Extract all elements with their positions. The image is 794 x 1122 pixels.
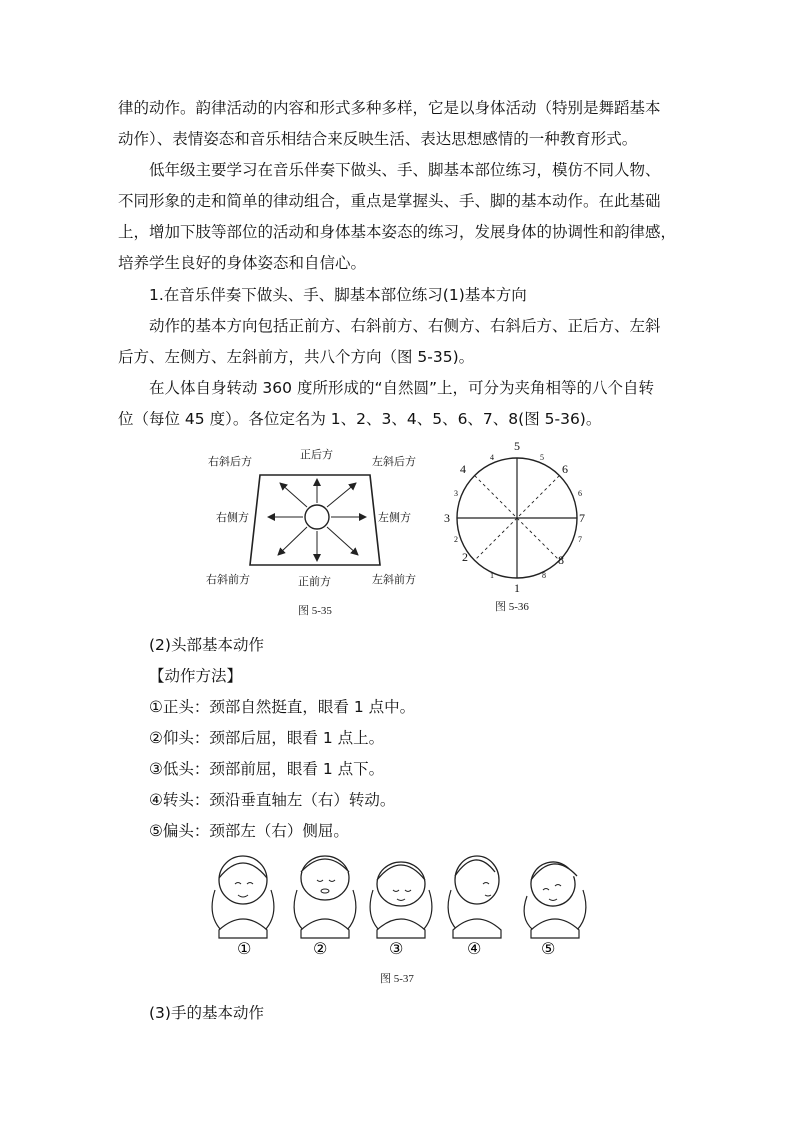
paragraph-5-line-2: 位（每位 45 度）。各位定名为 1、2、3、4、5、6、7、8(图 5-36)。 [118,410,602,428]
girl-5-illustration [524,857,586,938]
paragraph-3-heading: 1.在音乐伴奏下做头、手、脚基本部位练习(1)基本方向 [149,286,527,304]
label-left-back: 左斜后方 [372,455,416,468]
paragraph-2-line-2: 不同形象的走和简单的律动组合，重点是掌握头、手、脚的基本动作。在此基础 [118,192,661,210]
method-1: ①正头：颈部自然挺直，眼看 1 点中。 [149,698,416,716]
method-title: 【动作方法】 [149,667,243,685]
paragraph-1-line-2: 动作）、表情姿态和音乐相结合来反映生活、表达思想感情的一种教育形式。 [118,130,638,148]
label-right-front: 右斜前方 [206,573,250,586]
paragraph-4-line-2: 后方、左侧方、左斜前方，共八个方向（图 5-35)。 [118,348,475,366]
method-5: ⑤偏头：颈部左（右）侧屈。 [149,822,349,840]
paragraph-1-line-1: 律的动作。韵律活动的内容和形式多种多样，它是以身体活动（特别是舞蹈基本 [118,99,661,117]
center-circle [305,505,329,529]
label-front: 正前方 [298,575,331,588]
section-hand-movements: (3)手的基本动作 [149,1004,264,1022]
method-2: ②仰头：颈部后屈，眼看 1 点上。 [149,729,385,747]
marker-5: ⑤ [541,939,556,958]
position-8: 8 [558,553,564,567]
method-4: ④转头：颈沿垂直轴左（右）转动。 [149,791,396,809]
intermediate-2: 2 [454,535,458,544]
label-right-side: 右侧方 [216,511,249,524]
section-head-movements: (2)头部基本动作 [149,636,264,654]
label-back: 正后方 [300,448,333,461]
figure-5-37-caption: 图 5-37 [380,973,414,985]
marker-2: ② [313,939,328,958]
marker-1: ① [237,939,252,958]
figure-5-36 [440,438,600,598]
marker-4: ④ [467,939,482,958]
label-right-back: 右斜后方 [208,455,252,468]
girl-3-illustration [370,862,432,938]
figure-5-37 [205,850,585,965]
position-6: 6 [562,462,568,476]
position-5: 5 [514,439,520,453]
label-left-front: 左斜前方 [372,573,416,586]
label-left-side: 左侧方 [378,511,411,524]
position-7: 7 [579,511,585,525]
intermediate-4: 4 [490,453,494,462]
girl-4-illustration [448,856,501,938]
position-1: 1 [514,581,520,595]
arrow-right-back [280,483,307,507]
girl-1-illustration [212,856,274,938]
paragraph-4-line-1: 动作的基本方向包括正前方、右斜前方、右侧方、右斜后方、正后方、左斜 [149,317,661,335]
method-3: ③低头：颈部前屈，眼看 1 点下。 [149,760,385,778]
paragraph-2-line-4: 培养学生良好的身体姿态和自信心。 [118,254,367,272]
paragraph-5-line-1: 在人体自身转动 360 度所形成的“自然圆”上，可分为夹角相等的八个自转 [149,379,655,397]
intermediate-1: 1 [490,571,494,580]
arrow-left-back [327,483,356,507]
figure-5-35-caption: 图 5-35 [298,605,332,617]
intermediate-3: 3 [454,489,458,498]
position-2: 2 [462,550,468,564]
intermediate-8: 8 [542,571,546,580]
intermediate-5: 5 [540,453,544,462]
paragraph-2-line-1: 低年级主要学习在音乐伴奏下做头、手、脚基本部位练习，模仿不同人物、 [149,161,661,179]
girl-2-illustration [294,856,356,938]
intermediate-6: 6 [578,489,582,498]
position-3: 3 [444,511,450,525]
figure-5-35 [200,445,420,595]
arrow-left-front [327,527,358,555]
figure-5-36-caption: 图 5-36 [495,601,529,613]
marker-3: ③ [389,939,404,958]
paragraph-2-line-3: 上，增加下肢等部位的活动和身体基本姿态的练习，发展身体的协调性和韵律感， [118,223,677,241]
intermediate-7: 7 [578,535,582,544]
arrow-right-front [278,527,307,555]
position-4: 4 [460,462,466,476]
